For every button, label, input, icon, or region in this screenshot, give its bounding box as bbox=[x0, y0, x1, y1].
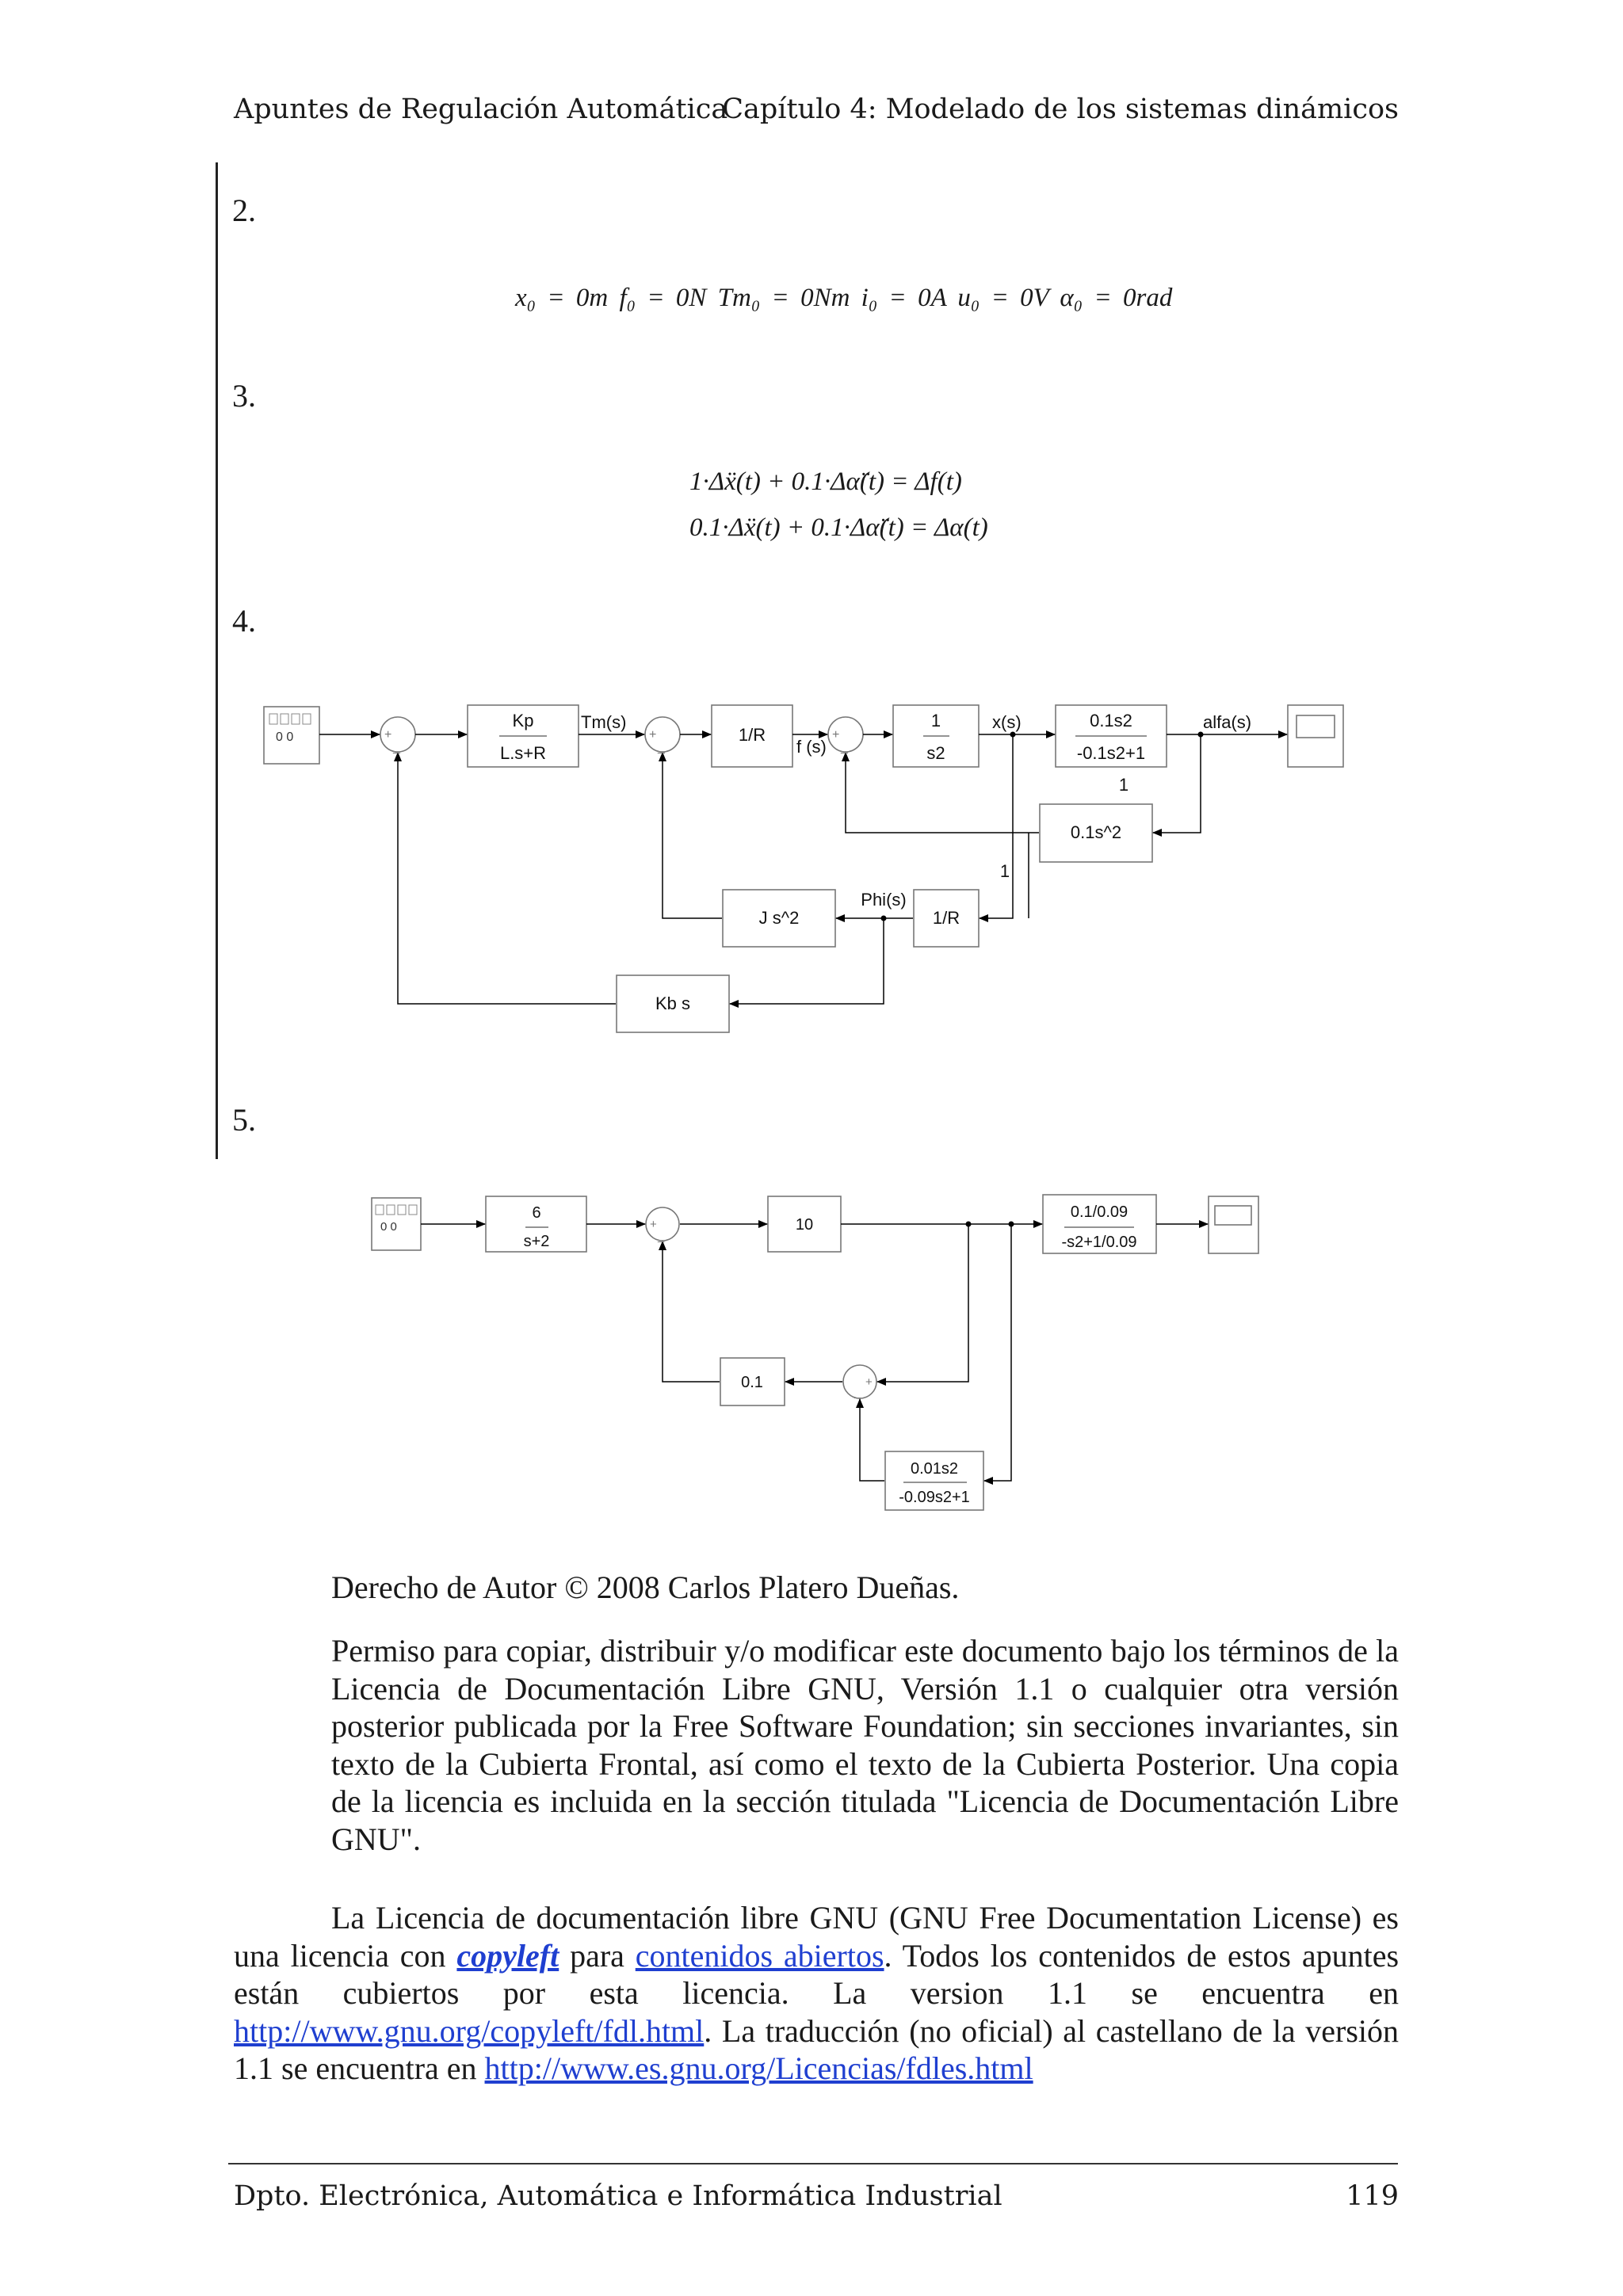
kp-denominator: L.s+R bbox=[499, 743, 547, 763]
equation-1: 1·Δẍ(t) + 0.1·Δα̈(t) = Δf(t) bbox=[689, 467, 962, 496]
section-number-5: 5. bbox=[232, 1102, 256, 1138]
source-label-2: 0 0 bbox=[380, 1220, 397, 1234]
gain-01-label: 0.1 bbox=[741, 1374, 763, 1391]
license-text-4: . La traducción (no oficial) al castellano de la versión 1.1 se encuentra en bbox=[234, 2012, 1399, 2086]
f-signal-label: f (s) bbox=[796, 737, 827, 757]
permission-paragraph: Permiso para copiar, distribuir y/o modificar este documento bajo los términos de la Licencia de Documentación Libre GNU, Versión 1.1 o cualquier otra versión posterior publicada por la Free Software Foundation; sin secciones invariantes, sin texto de la Cubierta Frontal, así como el texto de la Cubierta Posterior. Una copia de la licencia es incluida en la sección titulada "Licencia de Documentación Libre GNU". bbox=[331, 1633, 1399, 1857]
gnu-fdl-link[interactable]: http://www.gnu.org/copyleft/fdl.html bbox=[234, 2012, 705, 2049]
g2-numerator: 0.1/0.09 bbox=[1070, 1203, 1128, 1221]
section-number-2: 2. bbox=[232, 193, 256, 228]
kp-numerator: Kp bbox=[512, 711, 534, 730]
sum2-plus: + bbox=[649, 728, 657, 742]
gain-one-label-a: 1 bbox=[1118, 775, 1129, 795]
pendulum-tf-denominator: -0.1s2+1 bbox=[1076, 743, 1146, 763]
tm-signal-label: Tm(s) bbox=[581, 712, 627, 732]
license-text-1: La Licencia de documentación libre GNU (GNU Free Documentation License) es una licencia con bbox=[234, 1900, 1399, 1974]
footer-rule bbox=[228, 2163, 1398, 2164]
g3-denominator: -0.09s2+1 bbox=[899, 1489, 970, 1506]
sum5-plus: + bbox=[865, 1375, 873, 1389]
sum3-plus: + bbox=[832, 728, 840, 742]
gain-10-label: 10 bbox=[795, 1216, 814, 1234]
sum1-plus: + bbox=[384, 728, 392, 742]
pendulum-tf-numerator: 0.1s2 bbox=[1090, 711, 1132, 730]
section-number-4: 4. bbox=[232, 603, 256, 639]
equation-2: 0.1·Δẍ(t) + 0.1·Δα̈(t) = Δα(t) bbox=[689, 513, 988, 542]
license-text-3: . Todos los contenidos de estos apuntes están cubiertos por esta licencia. La version 1.1 se encuentra en bbox=[234, 1937, 1400, 2011]
copyright-notice: Derecho de Autor © 2008 Carlos Platero Dueñas. bbox=[331, 1569, 960, 1605]
copyleft-link[interactable]: copyleft bbox=[456, 1937, 559, 1974]
g1-denominator: s+2 bbox=[523, 1233, 550, 1250]
section-number-3: 3. bbox=[232, 378, 256, 414]
sum4-minus: _ bbox=[658, 1230, 665, 1243]
g2-denominator: -s2+1/0.09 bbox=[1061, 1234, 1137, 1251]
sum4-plus: + bbox=[650, 1218, 657, 1231]
kbs-label: Kb s bbox=[655, 994, 691, 1013]
header-left: Apuntes de Regulación Automática bbox=[234, 93, 728, 125]
g3-numerator: 0.01s2 bbox=[910, 1460, 959, 1478]
double-integrator-numerator: 1 bbox=[930, 711, 941, 730]
license-text-2: para bbox=[559, 1937, 636, 1974]
inv-r-label: 1/R bbox=[738, 725, 766, 745]
footer-department: Dpto. Electrónica, Automática e Informática Industrial bbox=[234, 2180, 1002, 2212]
g1-numerator: 6 bbox=[532, 1204, 541, 1222]
inv-r-label-2: 1/R bbox=[932, 908, 960, 928]
initial-conditions-equation: x₀ = 0m f₀ = 0N Tm₀ = 0Nm i₀ = 0A u₀ = 0V α₀ = 0rad bbox=[515, 284, 1173, 312]
alfa-signal-label: alfa(s) bbox=[1203, 712, 1252, 732]
page-number: 119 bbox=[1346, 2180, 1399, 2212]
source-label-1: 0 0 bbox=[276, 730, 294, 744]
contenidos-abiertos-link[interactable]: contenidos abiertos bbox=[635, 1937, 884, 1974]
sum5-minus: _ bbox=[854, 1386, 861, 1399]
sum1-minus: _ bbox=[393, 741, 400, 754]
gain-one-label-b: 1 bbox=[999, 861, 1010, 881]
sum2-minus: _ bbox=[658, 741, 665, 754]
double-integrator-denominator: s2 bbox=[926, 743, 945, 763]
license-paragraph bbox=[234, 1899, 1399, 2088]
scope-screen-2 bbox=[1215, 1206, 1251, 1225]
gnu-fdles-link[interactable]: http://www.es.gnu.org/Licencias/fdles.html bbox=[484, 2050, 1033, 2086]
header-right: Capítulo 4: Modelado de los sistemas dinámicos bbox=[722, 93, 1399, 125]
x-signal-label: x(s) bbox=[992, 712, 1022, 732]
phi-signal-label: Phi(s) bbox=[861, 890, 907, 910]
js2-label: J s^2 bbox=[758, 908, 800, 928]
feedback-01s2-label: 0.1s^2 bbox=[1070, 822, 1122, 842]
sum3-minus: _ bbox=[841, 741, 848, 754]
